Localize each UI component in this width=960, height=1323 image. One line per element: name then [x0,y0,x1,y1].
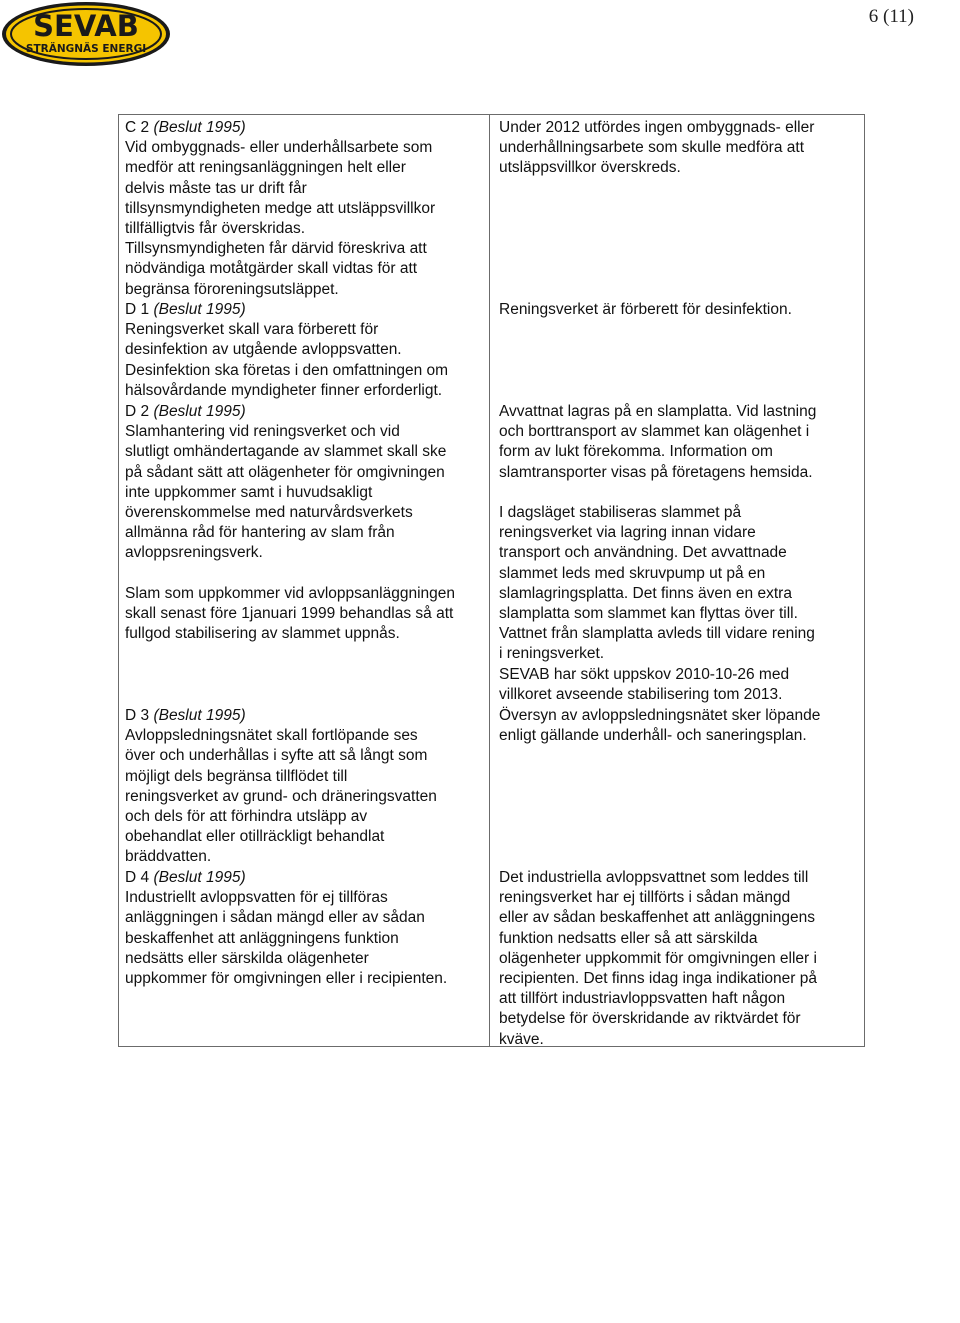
c2-heading: C 2 (Beslut 1995) [125,119,246,136]
d2-status-line: reningsverket via lagring innan vidare [499,524,756,542]
c2-status-line: utsläppsvillkor överskreds. [499,159,681,177]
c2-text-line: Vid ombyggnads- eller underhållsarbete som [125,139,433,157]
d4-status-line: funktion nedsatts eller så att särskilda [499,929,758,947]
d2-text-line: fullgod stabilisering av slammet uppnås. [125,625,400,643]
d3-text-line: över och underhållas i syfte att så långt som [125,747,428,765]
d2-status-line: I dagsläget stabiliseras slammet på [499,504,742,521]
d4-status-line: recipienten. Det finns idag inga indikationer på [499,970,817,988]
d3-text-line: reningsverket av grund- och dräneringsvatten [125,787,437,805]
d1-text-line: Reningsverket skall vara förberett för [125,321,379,339]
c2-text-line: tillsynsmyndigheten medge att utsläppsvillkor [125,199,436,217]
c2-status [499,118,861,179]
d2-status-line: slamtransporter visas på företagens hemsida. [499,463,813,481]
d4-text-line: beskaffenhet att anläggningens funktion [125,929,399,947]
d3-text-line: bräddvatten. [125,848,212,866]
d4-status-line: att tillfört industriavloppsvatten haft någon [499,990,786,1008]
d3-status [499,706,861,746]
d1-text-line: hälsovårdande myndigheter finner erforderligt. [125,381,443,399]
c2-text-line: medför att reningsanläggningen helt eller [125,159,406,177]
d2-text-line: Slamhantering vid reningsverket och vid [125,423,400,441]
d2-text-line: inte uppkommer samt i huvudsakligt [125,483,373,501]
d2-text-line: slutligt omhändertagande av slammet skall ske [125,443,447,461]
c2-condition [125,118,487,300]
c2-status-line: underhållningsarbete som skulle medföra att [499,139,805,157]
d4-status-line: betydelse för överskridande av riktvärdet för [499,1010,801,1028]
c2-status-line: Under 2012 utfördes ingen ombyggnads- eller [499,119,815,136]
logo-title: SEVAB [33,9,139,43]
page-number: 6 (11) [868,6,914,27]
d3-status-line: Översyn av avloppsledningsnätet sker löpande [499,707,821,724]
d3-text-line: och dels för att förhindra utsläpp av [125,808,368,826]
d3-text-line: Avloppsledningsnätet skall fortlöpande ses [125,727,418,745]
d2-text-line: avloppsreningsverk. [125,544,263,562]
c2-text-line: tillfälligtvis får överskridas. [125,220,306,238]
d4-status-line: olägenheter uppkommit för omgivningen eller i [499,949,817,967]
d4-status-line: reningsverket har ej tillförts i sådan mängd [499,889,791,907]
d2-status-line: slammet leds med skruvpump ut på en [499,564,766,582]
d2-status-line: och borttransport av slammet kan olägenhet i [499,423,810,441]
d1-text-line: desinfektion av utgående avloppsvatten. [125,341,402,359]
c2-text-line: delvis måste tas ur drift får [125,179,307,197]
d4-heading: D 4 (Beslut 1995) [125,869,246,886]
c2-text-line: begränsa föroreningsutsläppet. [125,280,339,298]
d2-text-line: Slam som uppkommer vid avloppsanläggningen [125,584,455,602]
d1-status [499,300,861,320]
d4-status-line: kväve. [499,1030,544,1048]
d4-status [499,868,861,1050]
c2-text-line: nödvändiga motåtgärder skall vidtas för att [125,260,418,278]
d4-text-line: Industriellt avloppsvatten för ej tillföras [125,889,388,907]
d1-status-line: Reningsverket är förberett för desinfektion. [499,301,792,318]
d4-status-line: Det industriella avloppsvattnet som leddes till [499,869,809,886]
d2-heading: D 2 (Beslut 1995) [125,403,246,420]
d2-text-line: allmänna råd för hantering av slam från [125,524,395,542]
d1-condition [125,300,487,401]
c2-text-line: Tillsynsmyndigheten får därvid föreskriva att [125,240,427,258]
d3-text-line: obehandlat eller otillräckligt behandlat [125,828,385,846]
d2-status-line: slamlagringsplatta. Det finns även en extra [499,584,792,602]
d2-status-line: slamplatta som slammet kan flyttas över till. [499,605,798,623]
d2-status [499,402,861,705]
d2-condition [125,402,487,644]
d2-text-line: överenskommelse med naturvårdsverkets [125,504,413,522]
d2-status-line: transport och användning. Det avvattnade [499,544,787,562]
d4-condition [125,868,487,989]
d2-status-line: i reningsverket. [499,645,605,663]
logo-subtitle: STRÄNGNÄS ENERGI [25,43,147,55]
d4-text-line: anläggningen i sådan mängd eller av sådan [125,909,425,927]
d3-text-line: möjligt dels begränsa tillflödet till [125,767,348,785]
d3-heading: D 3 (Beslut 1995) [125,707,246,724]
d2-status-line: Avvattnat lagras på en slamplatta. Vid lastning [499,403,817,420]
d2-text-line: skall senast före 1januari 1999 behandlas så att [125,605,454,623]
d2-text-line: på sådant sätt att olägenheter för omgivningen [125,463,445,481]
sevab-logo [0,0,172,68]
d2-status-line: form av lukt förekomma. Information om [499,443,773,461]
column-divider [489,114,490,1047]
d1-heading: D 1 (Beslut 1995) [125,301,246,318]
d4-text-line: uppkommer för omgivningen eller i recipienten. [125,970,448,988]
d2-status-line: SEVAB har sökt uppskov 2010-10-26 med [499,665,790,683]
d1-text-line: Desinfektion ska företas i den omfattningen om [125,361,449,379]
d2-status-line: villkoret avseende stabilisering tom 2013. [499,685,783,703]
d2-status-line: Vattnet från slamplatta avleds till vidare rening [499,625,815,643]
d4-status-line: eller av sådan beskaffenhet att anläggningens [499,909,815,927]
d3-condition [125,706,487,868]
d4-text-line: nedsätts eller särskilda olägenheter [125,949,369,967]
d3-status-line: enligt gällande underhåll- och saneringsplan. [499,727,807,745]
